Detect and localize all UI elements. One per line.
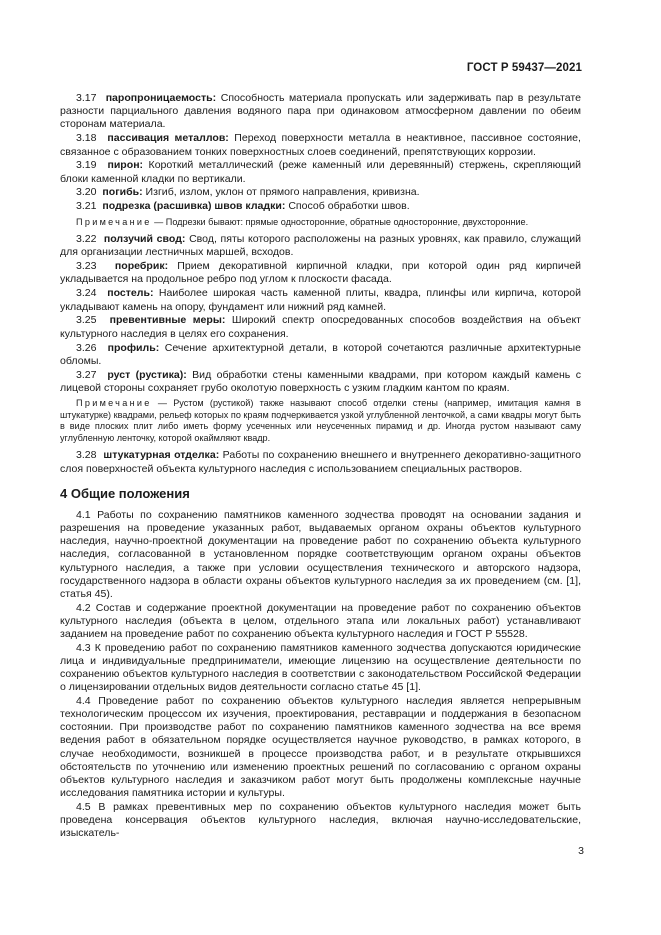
definition-3-17 [60, 92, 581, 132]
definition-text: Способ обработки швов. [288, 200, 410, 213]
definition-text: Переход поверхности металла в неактивное, пассивное состояние, связанное с образованием тонких поверхностных слоев соединений, препятствующих коррозии. [60, 132, 581, 158]
definition-number: 3.26 [76, 341, 97, 354]
definition-3-25 [60, 314, 581, 340]
note-label: Примечание [76, 398, 152, 409]
definition-term: пирон: [107, 159, 144, 172]
note-text: — Подрезки бывают: прямые односторонние, обратные односторонние, двухсторонние. [154, 216, 529, 227]
note-paragraph [60, 398, 581, 444]
definition-term: постель: [107, 287, 154, 300]
note-text: — Рустом (рустикой) также называют способ отделки стены (например, имитация камня в штукатурке) квадрами, рельеф которых по краям подчеркивается узкой углубленной ленточкой, а сами квадры могут быть в виде плоских плит либо иметь форму усеченных или неусеченных пирамид и др. Иногда рустом называют саму углубленную ленточку, которой окаймляют квадр. [60, 398, 581, 443]
definition-text: Прием декоративной кирпичной кладки, при которой один ряд кирпичей укладывается на продольное ребро под углом к плоскости фасада. [60, 260, 581, 286]
definition-text: Изгиб, излом, уклон от прямого направления, кривизна. [145, 186, 420, 199]
definition-number: 3.20 [76, 186, 97, 199]
paragraph-4-1: 4.1 Работы по сохранению памятников каменного зодчества проводят на основании задания и разрешения на проведение указанных работ, выдаваемых органом охраны объектов культурного наследия, научно-проектной документации на проведение работ по сохранению объекта культурного наследия, согласованной в установленном порядке соответствующим органом охраны объектов культурного наследия, а также при условии осуществления технического и авторского надзора, государственного надзора в области охраны объектов культурного наследия за их проведением (см. [1], статья 45). [60, 508, 581, 601]
definition-text: Работы по сохранению внешнего и внутреннего декоративно-защитного слоя поверхностей объекта культурного наследия с использованием специальных растворов. [60, 449, 581, 475]
definition-3-23 [60, 260, 581, 286]
definition-term: превентивные меры: [109, 314, 226, 327]
definition-text: Свод, пяты которого расположены на разных уровнях, как правило, служащий для организации лестничных маршей, всходов. [60, 233, 581, 259]
definition-term: штукатурная отделка: [103, 449, 220, 462]
note-paragraph [60, 217, 581, 229]
definition-3-20 [60, 186, 581, 199]
definition-3-24 [60, 287, 581, 313]
definition-term: пассивация металлов: [107, 132, 229, 145]
document-body [60, 92, 581, 841]
definition-text: Вид обработки стены каменными квадрами, при котором каждый камень с лицевой стороны сохраняет грубо околотую поверхность с узким гладким кантом по краям. [60, 368, 581, 394]
definition-number: 3.28 [76, 449, 97, 462]
definition-number: 3.19 [76, 159, 97, 172]
definition-term: погибь: [102, 186, 143, 199]
definition-3-28 [60, 449, 581, 475]
note-label: Примечание [76, 216, 152, 227]
definition-term: руст (рустика): [107, 368, 187, 381]
definition-term: подрезка (расшивка) швов кладки: [102, 200, 286, 213]
paragraph-4-2: 4.2 Состав и содержание проектной документации на проведение работ по сохранению объектов культурного наследия (объекта в целом, отдельного этапа или локальных работ) устанавливают заданием на проведение работ по сохранению объекта культурного наследия и ГОСТ Р 55528. [60, 601, 581, 641]
definition-number: 3.24 [76, 287, 97, 300]
definition-text: Способность материала пропускать или задерживать пар в результате разности парциального давления водяного пара при одинаковом атмосферном давлении по обеим сторонам материала. [60, 92, 581, 131]
definition-3-22 [60, 233, 581, 259]
definition-3-26 [60, 342, 581, 368]
definition-number: 3.21 [76, 200, 97, 213]
definition-text: Наиболее широкая часть каменной плиты, квадра, плинфы или кирпича, которой укладывают камень на опору, фундамент или нижний ряд камней. [60, 287, 581, 313]
definition-number: 3.18 [76, 132, 97, 145]
section-heading: 4 Общие положения [60, 485, 190, 501]
paragraph-4-3: 4.3 К проведению работ по сохранению памятников каменного зодчества допускаются юридические лица и индивидуальные предприниматели, имеющие лицензию на осуществление деятельности по сохранению объектов культурного наследия в соответствии с законодательством Российской Федерации о лицензировании отдельных видов деятельности согласно статье 45 [1]. [60, 641, 581, 694]
definition-text: Сечение архитектурной детали, в которой сочетаются различные архитектурные обломы. [60, 341, 581, 367]
definition-3-21 [60, 200, 581, 213]
paragraph-4-4: 4.4 Проведение работ по сохранению объектов культурного наследия является непрерывным технологическим процессом их изучения, проектирования, реставрации и поддержания в безопасном состоянии. При производстве работ по сохранению памятников каменного зодчества на все время ведения работ в обязательном порядке осуществляется научное руководство, в рамках которого, в случае необходимости, возникшей в процессе производства работ, и в результате открывшихся обстоятельств по уточнению или изменению проектных решений по согласованию с органом охраны объектов культурного наследия и заказчиком работ могут быть продолжены комплексные научные исследования памятника истории и культуры. [60, 694, 581, 800]
definition-number: 3.23 [76, 260, 97, 273]
definition-number: 3.27 [76, 368, 97, 381]
definition-text: Короткий металлический (реже каменный или деревянный) стержень, скрепляющий блоки каменной кладки по вертикали. [60, 159, 581, 185]
definition-3-27 [60, 369, 581, 395]
definition-term: паропроницаемость: [105, 92, 217, 104]
definition-3-18 [60, 132, 581, 158]
definition-number: 3.25 [76, 314, 97, 327]
paragraph-4-5: 4.5 В рамках превентивных мер по сохранению объектов культурного наследия может быть проведена консервация объектов культурного наследия, включая научно-исследовательские, изыскатель- [60, 800, 581, 840]
definition-term: ползучий свод: [103, 233, 186, 246]
definition-3-19 [60, 159, 581, 185]
definition-term: поребрик: [114, 260, 169, 273]
definition-number: 3.22 [76, 233, 97, 246]
definition-text: Широкий спектр опосредованных способов воздействия на объект культурного наследия в целях его сохранения. [60, 314, 582, 340]
definition-term: профиль: [107, 341, 160, 354]
definition-number: 3.17 [76, 92, 97, 104]
page-number: 3 [578, 845, 584, 857]
document-header: ГОСТ Р 59437—2021 [466, 62, 582, 74]
